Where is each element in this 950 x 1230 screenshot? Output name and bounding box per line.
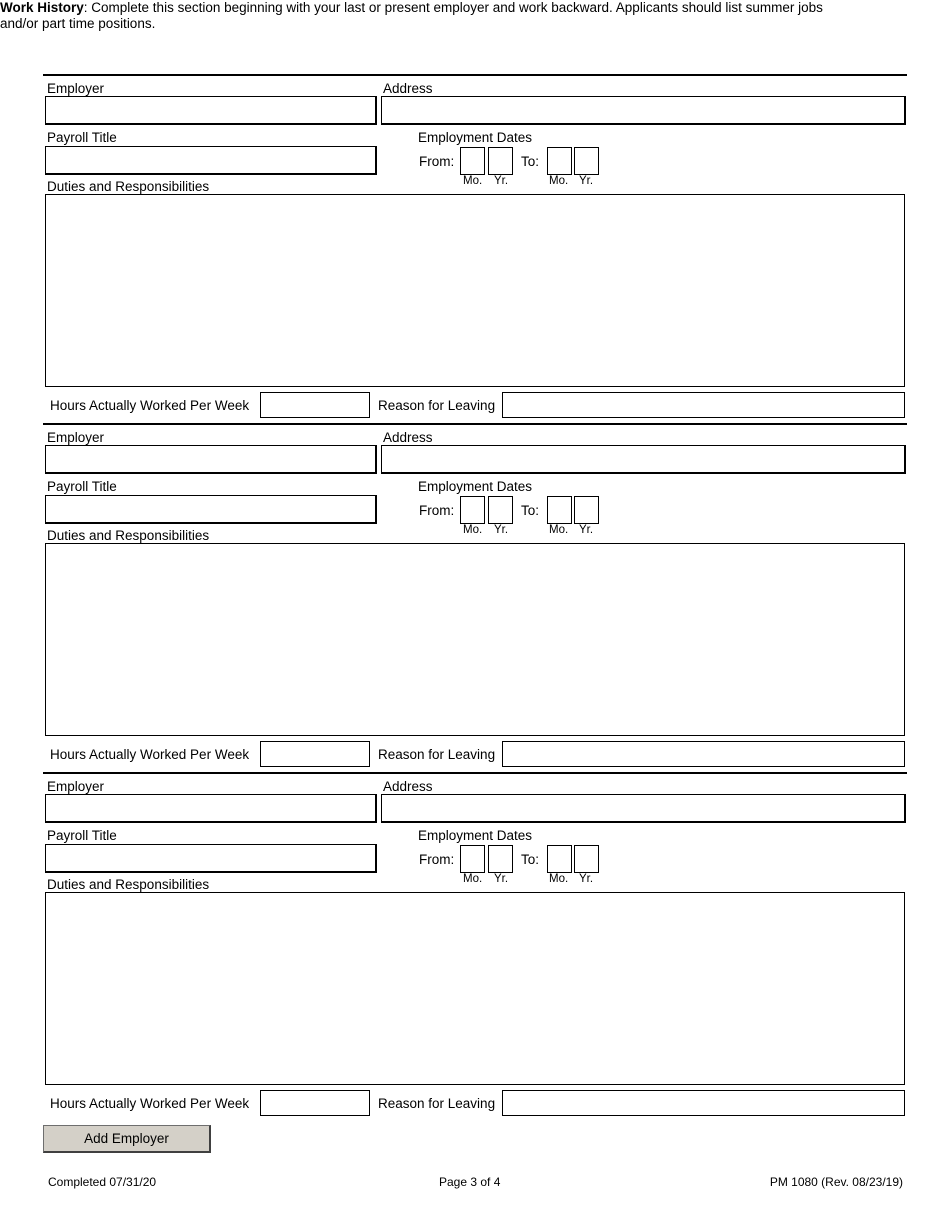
employer-section-2 bbox=[0, 424, 950, 773]
section-divider bbox=[43, 74, 907, 76]
to-year-input[interactable] bbox=[574, 845, 599, 873]
from-month-input[interactable] bbox=[460, 496, 485, 524]
duties-textarea[interactable] bbox=[45, 892, 905, 1085]
intro-heading: Work History bbox=[0, 0, 84, 15]
from-label: From: bbox=[419, 852, 455, 867]
reason-label: Reason for Leaving bbox=[378, 747, 496, 762]
hours-label: Hours Actually Worked Per Week bbox=[50, 747, 250, 762]
payroll-title-label: Payroll Title bbox=[47, 130, 117, 145]
address-input[interactable] bbox=[381, 794, 906, 823]
from-month-caption: Mo. bbox=[463, 175, 483, 187]
to-year-caption: Yr. bbox=[579, 873, 594, 885]
to-label: To: bbox=[521, 503, 540, 518]
address-input[interactable] bbox=[381, 96, 906, 125]
duties-label: Duties and Responsibilities bbox=[47, 877, 210, 892]
from-month-input[interactable] bbox=[460, 845, 485, 873]
section-divider bbox=[43, 772, 907, 774]
hours-input[interactable] bbox=[260, 392, 370, 418]
to-year-input[interactable] bbox=[574, 496, 599, 524]
add-employer-button[interactable]: Add Employer bbox=[43, 1125, 211, 1153]
from-year-caption: Yr. bbox=[494, 175, 509, 187]
page-number: Page 3 of 4 bbox=[439, 1175, 501, 1189]
payroll-title-label: Payroll Title bbox=[47, 828, 117, 843]
hours-label: Hours Actually Worked Per Week bbox=[50, 398, 250, 413]
employer-input[interactable] bbox=[45, 794, 377, 823]
address-label: Address bbox=[383, 779, 433, 794]
to-month-caption: Mo. bbox=[549, 175, 569, 187]
from-year-input[interactable] bbox=[488, 496, 513, 524]
address-input[interactable] bbox=[381, 445, 906, 474]
duties-label: Duties and Responsibilities bbox=[47, 528, 210, 543]
employment-dates-label: Employment Dates bbox=[418, 479, 533, 494]
employer-label: Employer bbox=[47, 779, 105, 794]
address-label: Address bbox=[383, 430, 433, 445]
payroll-title-input[interactable] bbox=[45, 495, 377, 524]
employer-label: Employer bbox=[47, 81, 105, 96]
from-month-input[interactable] bbox=[460, 147, 485, 175]
reason-label: Reason for Leaving bbox=[378, 398, 496, 413]
intro-text bbox=[0, 0, 860, 32]
to-label: To: bbox=[521, 154, 540, 169]
to-label: To: bbox=[521, 852, 540, 867]
from-year-caption: Yr. bbox=[494, 524, 509, 536]
from-year-caption: Yr. bbox=[494, 873, 509, 885]
to-month-input[interactable] bbox=[547, 496, 572, 524]
employment-dates-label: Employment Dates bbox=[418, 130, 533, 145]
to-month-input[interactable] bbox=[547, 147, 572, 175]
from-month-caption: Mo. bbox=[463, 873, 483, 885]
payroll-title-input[interactable] bbox=[45, 844, 377, 873]
employer-label: Employer bbox=[47, 430, 105, 445]
duties-textarea[interactable] bbox=[45, 543, 905, 736]
to-month-input[interactable] bbox=[547, 845, 572, 873]
employer-input[interactable] bbox=[45, 96, 377, 125]
to-year-input[interactable] bbox=[574, 147, 599, 175]
intro-body: : Complete this section beginning with your last or present employer and work backward. Applicants should list summer jobs and/or part time positions. bbox=[0, 0, 823, 31]
employer-section-1 bbox=[0, 75, 950, 424]
to-month-caption: Mo. bbox=[549, 873, 569, 885]
from-month-caption: Mo. bbox=[463, 524, 483, 536]
hours-input[interactable] bbox=[260, 1090, 370, 1116]
from-label: From: bbox=[419, 154, 455, 169]
employment-dates-label: Employment Dates bbox=[418, 828, 533, 843]
payroll-title-input[interactable] bbox=[45, 146, 377, 175]
section-divider bbox=[43, 423, 907, 425]
duties-textarea[interactable] bbox=[45, 194, 905, 387]
to-month-caption: Mo. bbox=[549, 524, 569, 536]
to-year-caption: Yr. bbox=[579, 524, 594, 536]
employer-input[interactable] bbox=[45, 445, 377, 474]
from-label: From: bbox=[419, 503, 455, 518]
reason-label: Reason for Leaving bbox=[378, 1096, 496, 1111]
to-year-caption: Yr. bbox=[579, 175, 594, 187]
reason-input[interactable] bbox=[502, 392, 905, 418]
address-label: Address bbox=[383, 81, 433, 96]
reason-input[interactable] bbox=[502, 1090, 905, 1116]
hours-label: Hours Actually Worked Per Week bbox=[50, 1096, 250, 1111]
payroll-title-label: Payroll Title bbox=[47, 479, 117, 494]
hours-input[interactable] bbox=[260, 741, 370, 767]
from-year-input[interactable] bbox=[488, 147, 513, 175]
from-year-input[interactable] bbox=[488, 845, 513, 873]
reason-input[interactable] bbox=[502, 741, 905, 767]
completed-date: Completed 07/31/20 bbox=[48, 1175, 157, 1189]
duties-label: Duties and Responsibilities bbox=[47, 179, 210, 194]
employer-section-3 bbox=[0, 773, 950, 1122]
form-id: PM 1080 (Rev. 08/23/19) bbox=[769, 1175, 903, 1189]
